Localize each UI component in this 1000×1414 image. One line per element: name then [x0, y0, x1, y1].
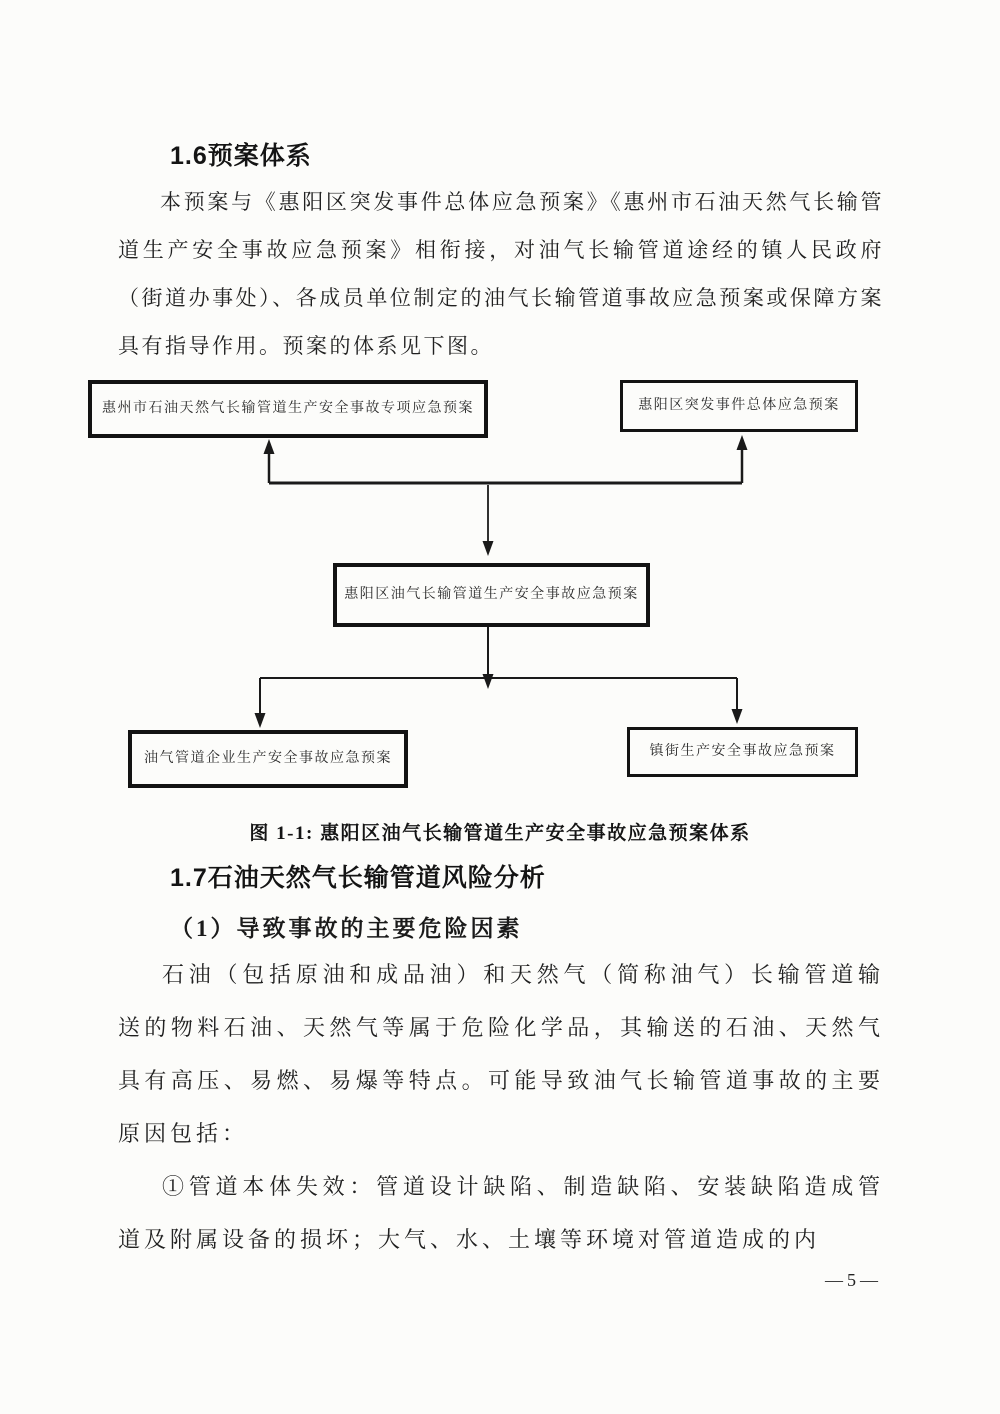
- flowchart-node-township-plan: 镇街生产安全事故应急预案: [627, 727, 858, 777]
- risk-factors-paragraph: 石油（包括原油和成品油）和天然气（简称油气）长输管道输送的物料石油、天然气等属于危险化学品，其输送的石油、天然气具有高压、易燃、易爆等特点。可能导致油气长输管道事故的主要原因包括：: [118, 962, 884, 1146]
- figure-caption: 图 1-1: 惠阳区油气长输管道生产安全事故应急预案体系: [249, 823, 751, 844]
- pipeline-failure-paragraph: ①管道本体失效：管道设计缺陷、制造缺陷、安装缺陷造成管道及附属设备的损坏；大气、水、土壤等环境对管道造成的内: [118, 1174, 884, 1252]
- page-number: —5—: [825, 1270, 882, 1290]
- flowchart-node-huizhou-special-plan: 惠州市石油天然气长输管道生产安全事故专项应急预案: [88, 380, 488, 438]
- section-1-6-paragraph: 本预案与《惠阳区突发事件总体应急预案》《惠州市石油天然气长输管道生产安全事故应急预案》相衔接，对油气长输管道途经的镇人民政府（街道办事处）、各成员单位制定的油气长输管道事故应急预案或保障方案具有指导作用。预案的体系见下图。: [118, 190, 884, 358]
- arrow-up-right-icon: [737, 435, 748, 483]
- arrow-up-left-icon: [264, 439, 275, 483]
- flowchart-node-enterprise-plan: 油气管道企业生产安全事故应急预案: [128, 730, 408, 788]
- arrow-down-right-icon: [732, 678, 743, 724]
- flowchart-node-huiyang-overall-plan: 惠阳区突发事件总体应急预案: [620, 380, 858, 432]
- arrow-down-left-icon: [255, 678, 266, 728]
- flowchart-node-huiyang-pipeline-plan: 惠阳区油气长输管道生产安全事故应急预案: [333, 563, 650, 627]
- section-1-6-heading: 1.6预案体系: [170, 142, 312, 170]
- section-1-7-subheading: （1）导致事故的主要危险因素: [170, 916, 523, 941]
- plan-system-flowchart: [0, 372, 1000, 812]
- arrow-down-junction-icon: [483, 674, 494, 689]
- section-1-7-heading: 1.7石油天然气长输管道风险分析: [170, 864, 546, 892]
- arrow-down-center-icon: [483, 485, 494, 556]
